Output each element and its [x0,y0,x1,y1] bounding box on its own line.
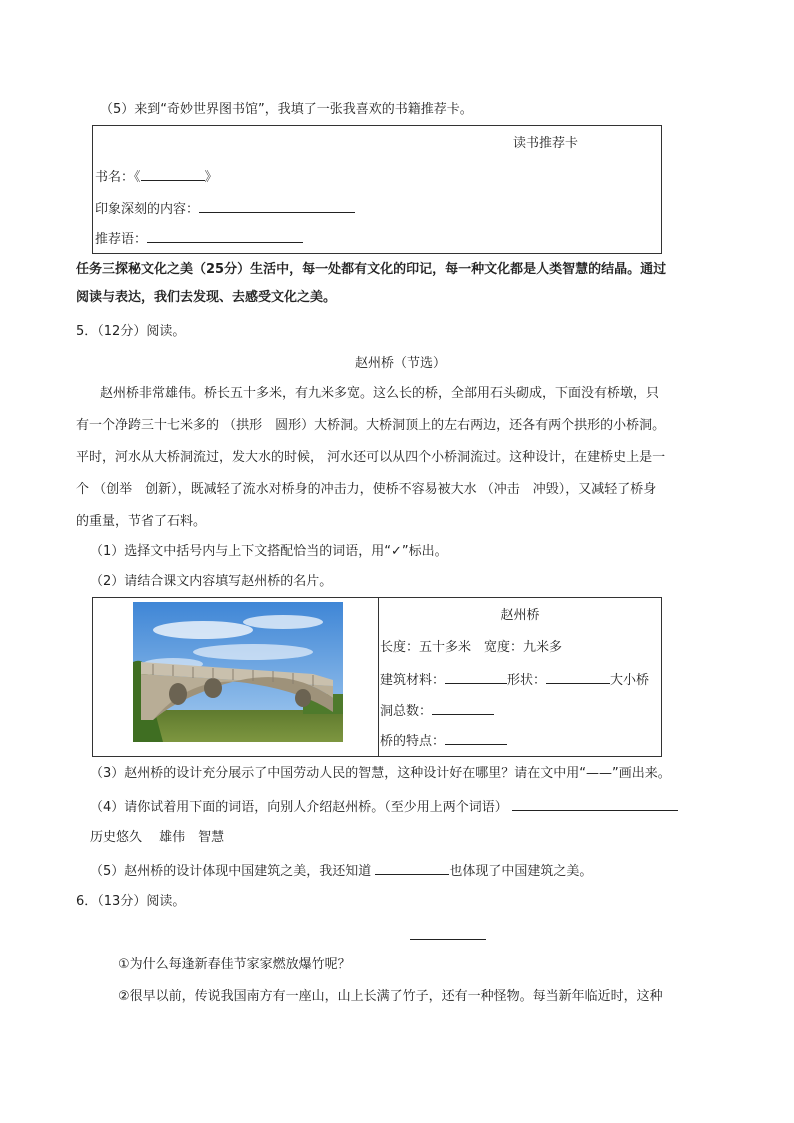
recommend-blank[interactable] [147,228,303,243]
book-name-close: 》 [204,170,218,185]
task3-line1: 任务三探秘文化之美（25分）生活中，每一处都有文化的印记，每一种文化都是人类智慧的结晶。通过 [76,262,667,277]
feature-blank[interactable] [445,730,507,745]
feature-label: 桥的特点： [380,734,446,749]
sub-question-5-pre: （5）赵州桥的设计体现中国建筑之美，我还知道 [90,864,376,879]
sub-question-4: （4）请你试着用下面的词语，向别人介绍赵州桥。（至少用上两个词语） [90,800,508,815]
sub-question-5-post: 也体现了中国建筑之美。 [449,864,593,879]
book-name-label: 书名：《 [95,170,141,185]
passage-line-2: 有一个净跨三十七米多的 （拱形 圆形）大桥洞。大桥洞顶上的左右两边，还各有两个拱形的小桥洞。 [76,418,666,433]
recommend-row [95,228,303,250]
sub-question-3: （3）赵州桥的设计充分展示了中国劳动人民的智慧，这种设计好在哪里？请在文中用“——”画出来。 [90,766,671,781]
holes-blank[interactable] [432,700,494,715]
sub-question-1: （1）选择文中括号内与上下文搭配恰当的词语，用“✓”标出。 [90,544,448,559]
word-list: 历史悠久 雄伟 智慧 [90,830,225,845]
material-blank[interactable] [445,669,507,684]
intro-blank[interactable] [512,796,678,811]
card-prompt: （5）来到“奇妙世界图书馆”，我填了一张我喜欢的书籍推荐卡。 [100,102,473,117]
q6-heading: 6．（13分）阅读。 [76,894,186,909]
holes-row [380,700,494,722]
impression-row [95,198,355,220]
recommend-card [92,125,662,254]
shape-suffix: 大小桥 [610,673,650,688]
holes-label: 洞总数： [380,704,433,719]
task3-line2: 阅读与表达，我们去发现、去感受文化之美。 [76,290,337,305]
book-name-row [95,166,218,188]
title-blank[interactable] [410,939,486,940]
impression-blank[interactable] [199,198,355,213]
impression-label: 印象深刻的内容： [95,202,200,217]
bridge-card-title: 赵州桥 [500,608,540,623]
sub-question-2: （2）请结合课文内容填写赵州桥的名片。 [90,574,333,589]
q5-heading: 5．（12分）阅读。 [76,324,186,339]
architecture-blank[interactable] [375,860,449,875]
zhaozhou-bridge-photo [133,602,343,742]
passage-line-5: 的重量，节省了石料。 [76,514,207,529]
bridge-dims: 长度：五十多米 宽度：九米多 [380,640,563,655]
material-shape-row [380,669,649,691]
sub-question-4-row [90,796,678,818]
passage-title: 赵州桥（节选） [355,356,447,371]
shape-label: 形状： [507,673,547,688]
sub-question-5-row [90,860,592,882]
passage-line-1: 赵州桥非常雄伟。桥长五十多米，有九米多宽。这么长的桥，全部用石头砌成，下面没有桥墩，只 [100,386,660,401]
q6-line-1: ①为什么每逢新春佳节家家燃放爆竹呢？ [118,957,351,972]
q6-line-2: ②很早以前，传说我国南方有一座山，山上长满了竹子，还有一种怪物。每当新年临近时，这种 [118,989,663,1004]
book-name-blank[interactable] [141,166,205,181]
passage-line-3: 平时，河水从大桥洞流过，发大水的时候， 河水还可以从四个小桥洞流过。这种设计，在建桥史上是一 [76,450,666,465]
feature-row [380,730,507,752]
recommend-label: 推荐语： [95,232,148,247]
shape-blank[interactable] [546,669,610,684]
recommend-card-title: 读书推荐卡 [513,136,579,151]
passage-line-4: 个 （创举 创新），既减轻了流水对桥身的冲击力，使桥不容易被大水 （冲击 冲毁），又减轻了桥身 [76,482,657,497]
material-label: 建筑材料： [380,673,446,688]
